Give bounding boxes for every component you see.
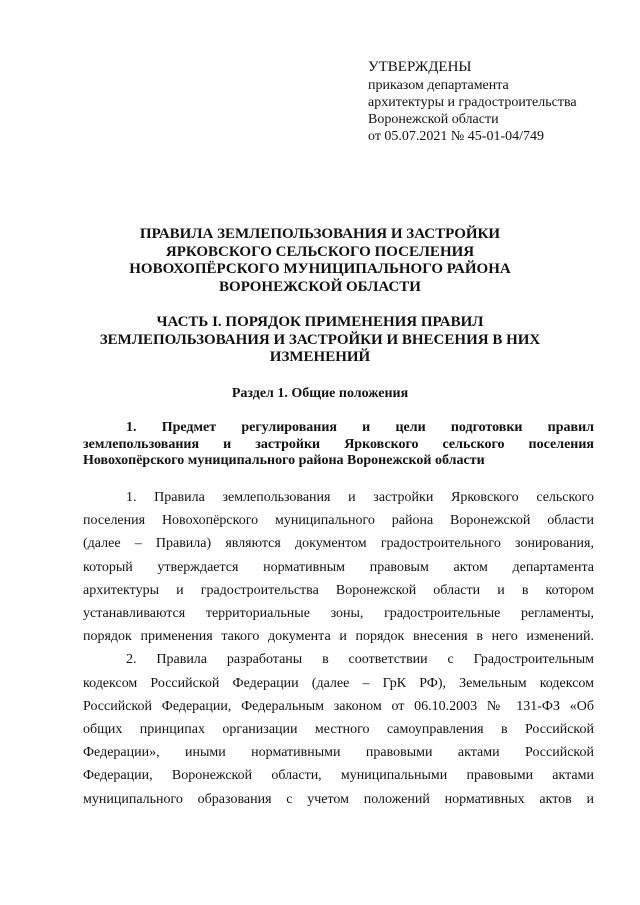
part-heading [40,314,600,367]
paragraph-line: архитектуры и градостроительства Воронежской области и в котором [83,582,594,598]
article-line: землепользования и застройки Ярковского сельского поселения [83,436,594,452]
title-line: ВОРОНЕЖСКОЙ ОБЛАСТИ [219,278,421,295]
paragraph-line: муниципального образования с учетом положений нормативных актов и [83,791,594,807]
approval-stamp [368,58,577,145]
paragraph-line: Федерации», иными нормативными правовыми актами Российской [83,745,594,761]
paragraph-line: кодексом Российской Федерации (далее – ГрК РФ), Земельным кодексом [83,675,594,691]
paragraph-line: Федерации, Воронежской области, муниципальными правовыми актами [83,768,594,784]
paragraph-line: порядок применения такого документа и порядок внесения в него изменений. [83,629,594,645]
document-title [40,226,600,296]
paragraph-line: (далее – Правила) являются документом градостроительного зонирования, [83,536,594,552]
approval-line: от 05.07.2021 № 45-01-04/749 [368,129,545,144]
approval-line: Воронежской области [368,112,499,127]
paragraph-line: 2. Правила разработаны в соответствии с Градостроительным [126,652,594,668]
title-line: ЯРКОВСКОГО СЕЛЬСКОГО ПОСЕЛЕНИЯ [165,243,475,260]
article-line: Новохопёрского муниципального района Воронежской области [83,453,485,468]
body-text [83,486,594,811]
approval-line: приказом департамента [368,78,509,93]
paragraph-line: поселения Новохопёрского муниципального района Воронежской области [83,513,594,529]
paragraph-line: 1. Правила землепользования и застройки Ярковского сельского [126,490,594,505]
paragraph-line: общих принципах организации местного самоуправления в Российской [83,722,594,738]
part-line: ИЗМЕНЕНИЙ [269,349,371,365]
title-line: НОВОХОПЁРСКОГО МУНИЦИПАЛЬНОГО РАЙОНА [129,261,511,277]
title-line: ПРАВИЛА ЗЕМЛЕПОЛЬЗОВАНИЯ И ЗАСТРОЙКИ [139,226,501,242]
approval-heading: УТВЕРЖДЕНЫ [368,59,472,75]
approval-line: архитектуры и градостроительства [368,95,577,110]
article-line: 1. Предмет регулирования и цели подготовки правил [126,420,594,435]
article-heading [83,420,594,470]
part-line: ЗЕМЛЕПОЛЬЗОВАНИЯ И ЗАСТРОЙКИ И ВНЕСЕНИЯ В НИХ [99,331,541,348]
part-line: ЧАСТЬ I. ПОРЯДОК ПРИМЕНЕНИЯ ПРАВИЛ [156,314,484,330]
section-heading: Раздел 1. Общие положения [231,386,409,401]
paragraph-line: устанавливаются территориальные зоны, градостроительные регламенты, [83,606,594,622]
paragraph-line: который утверждается нормативным правовым актом департамента [83,559,594,575]
paragraph-line: Российской Федерации, Федеральным законом от 06.10.2003 № 131-ФЗ «Об [83,698,594,714]
